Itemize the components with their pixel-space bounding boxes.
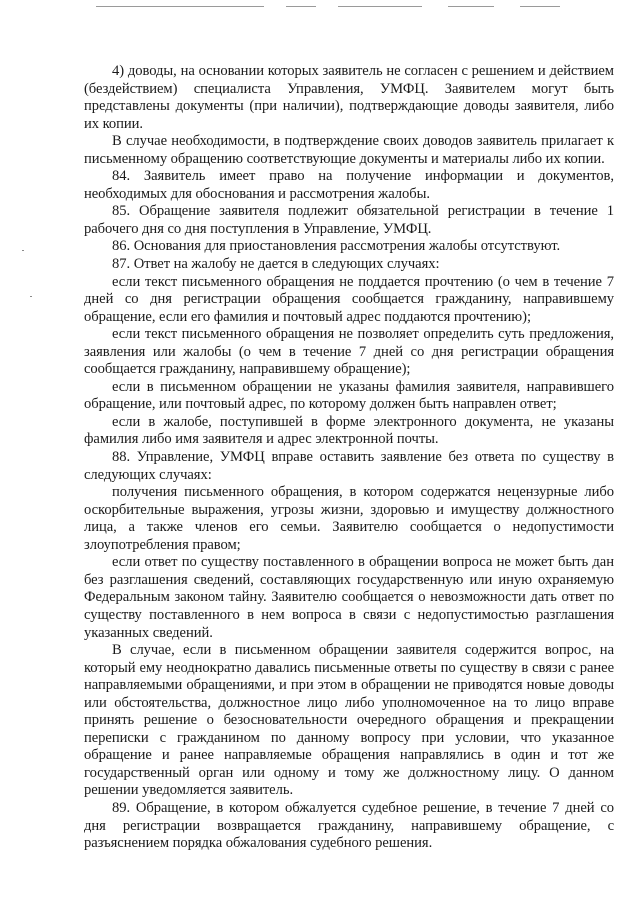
paragraph-supporting-documents: В случае необходимости, в подтверждение своих доводов заявитель прилагает к письменному обращению соответствующие документы и материалы либо их копии.: [84, 133, 614, 167]
document-page: [84, 63, 614, 853]
paragraph-87-case-unreadable: если текст письменного обращения не поддается прочтению (о чем в течение 7 дней со дня регистрации обращения сообщается гражданину, направившему обращение, если его фамилия и почтовый адрес поддаются прочтению);: [84, 273, 614, 325]
paragraph-89: 89. Обращение, в котором обжалуется судебное решение, в течение 7 дней со дня регистрации возвращается гражданину, направившему обращение, с разъяснением порядка обжалования судебного решения.: [84, 799, 614, 852]
margin-mark: [22, 250, 24, 251]
paragraph-item-4-grounds: 4) доводы, на основании которых заявитель не согласен с решением и действием (бездействием) специалиста Управления, УМФЦ. Заявителем могут быть представлены документы (при наличии), подтверждающие доводы заявителя, либо их копии.: [84, 63, 614, 132]
paragraph-88-case-secret: если ответ по существу поставленного в обращении вопроса не может быть дан без разглашения сведений, составляющих государственную или иную охраняемую Федеральным законом тайну. Заявителю сообщается о невозможности дать ответ по существу поставленного в нем вопроса в связи с недопустимостью разглашения указанных сведений.: [84, 554, 614, 641]
paragraph-86: 86. Основания для приостановления рассмотрения жалобы отсутствуют.: [112, 238, 561, 255]
paragraph-85: 85. Обращение заявителя подлежит обязательной регистрации в течение 1 рабочего дня со дня поступления в Управление, УМФЦ.: [84, 203, 614, 237]
scan-edge-artifact: [0, 0, 640, 12]
paragraph-87-case-no-name: если в письменном обращении не указаны фамилия заявителя, направившего обращение, или почтовый адрес, по которому должен быть направлен ответ;: [84, 378, 614, 413]
paragraph-87: 87. Ответ на жалобу не дается в следующих случаях:: [112, 256, 440, 273]
paragraph-84: 84. Заявитель имеет право на получение информации и документов, необходимых для обоснования и рассмотрения жалобы.: [84, 168, 614, 202]
paragraph-88-case-obscene: получения письменного обращения, в котором содержатся нецензурные либо оскорбительные выражения, угрозы жизни, здоровью и имуществу должностного лица, а также членов его семьи. Заявителю сообщается о недопустимости злоупотребления правом;: [84, 484, 614, 553]
paragraph-88: 88. Управление, УМФЦ вправе оставить заявление без ответа по существу в следующих случаях:: [84, 449, 614, 483]
paragraph-87-case-unclear: если текст письменного обращения не позволяет определить суть предложения, заявления или жалобы (о чем в течение 7 дней со дня регистрации обращения сообщается гражданину, направившему обращение);: [84, 326, 614, 378]
paragraph-repeated-appeal: В случае, если в письменном обращении заявителя содержится вопрос, на который ему неоднократно давались письменные ответы по существу в связи с ранее направляемыми обращениями, и при этом в обращении не приводятся новые доводы или обстоятельства, должностное лицо либо уполномоченное на то лицо вправе принять решение о безосновательности очередного обращения и прекращении переписки с гражданином по данному вопросу при условии, что указанное обращение и ранее направляемые обращения направлялись в один и тот же государственный орган или одному и тому же должностному лицу. О данном решении уведомляется заявитель.: [84, 642, 614, 799]
paragraph-87-case-electronic: если в жалобе, поступившей в форме электронного документа, не указаны фамилия либо имя заявителя и адрес электронной почты.: [84, 413, 614, 448]
margin-mark: [30, 296, 32, 297]
